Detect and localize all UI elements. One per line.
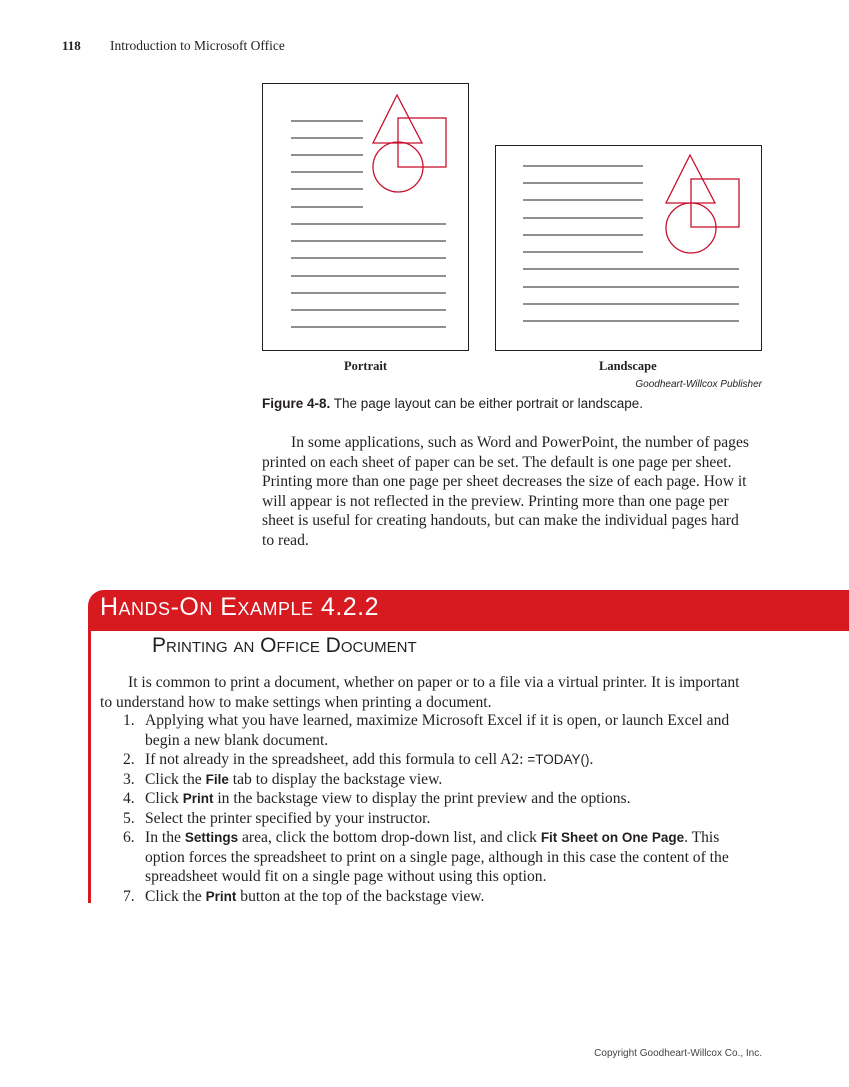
page-number: 118 bbox=[62, 38, 81, 53]
landscape-label: Landscape bbox=[599, 359, 657, 373]
portrait-page-illustration bbox=[263, 84, 469, 351]
list-item bbox=[123, 711, 760, 750]
example-banner-title: Hands-On Example 4.2.2 bbox=[100, 593, 380, 621]
step-number: 6. bbox=[123, 829, 135, 846]
step-text: In the bbox=[145, 829, 185, 846]
step-text: Select the printer specified by your instructor. bbox=[145, 809, 431, 827]
example-left-rule bbox=[88, 631, 91, 903]
step-text: Click bbox=[145, 790, 183, 807]
list-item bbox=[123, 770, 760, 790]
portrait-label: Portrait bbox=[344, 359, 388, 373]
step-text: Click the bbox=[145, 770, 206, 788]
step-text: Applying what you have learned, maximize Microsoft Excel if it is open, or launch Excel and begin a new blank document. bbox=[145, 712, 730, 749]
figure-page-layouts bbox=[0, 0, 849, 380]
step-text: in the backstage view to display the print preview and the options. bbox=[213, 790, 631, 807]
list-item bbox=[123, 750, 760, 770]
figure-caption-text: The page layout can be either portrait or landscape. bbox=[330, 396, 643, 411]
step-text: . This option forces the spreadsheet to print on a single page, although in this case the content of the spreadsheet would fit on a single page without using this option. bbox=[145, 829, 729, 885]
ui-term: File bbox=[205, 771, 229, 787]
ui-term: Print bbox=[205, 888, 237, 904]
ui-term: Print bbox=[182, 791, 214, 806]
ui-term: Settings bbox=[184, 830, 239, 845]
landscape-page-illustration bbox=[496, 146, 762, 351]
step-number: 7. bbox=[123, 887, 135, 905]
step-number: 2. bbox=[123, 751, 135, 768]
formula-text: =TODAY() bbox=[527, 752, 590, 767]
step-text: If not already in the spreadsheet, add this formula to cell A2: bbox=[145, 751, 528, 768]
step-text: area, click the bottom drop-down list, and click bbox=[238, 829, 541, 846]
step-number: 4. bbox=[123, 790, 135, 807]
example-subtitle: Printing an Office Document bbox=[152, 634, 417, 657]
step-text: button at the top of the backstage view. bbox=[236, 887, 485, 905]
list-item bbox=[123, 809, 760, 829]
step-number: 5. bbox=[123, 809, 135, 827]
step-text: Click the bbox=[145, 887, 206, 905]
copyright-footer: Copyright Goodheart-Willcox Co., Inc. bbox=[594, 1048, 762, 1059]
step-number: 3. bbox=[123, 770, 135, 788]
body-paragraph: In some applications, such as Word and PowerPoint, the number of pages printed on each sheet of paper can be set. The default is one page per sheet. Printing more than one page per sheet decreases the size of each page. How it will appear is not reflected in the preview. Printing more than one page per sheet is useful for creating handouts, but can make the individual pages hard to read. bbox=[262, 434, 749, 549]
step-number: 1. bbox=[123, 712, 135, 729]
running-head: Introduction to Microsoft Office bbox=[110, 38, 285, 53]
ui-term: Fit Sheet on One Page bbox=[540, 830, 685, 845]
step-text: . bbox=[589, 751, 594, 768]
steps-list bbox=[123, 711, 760, 906]
figure-credit: Goodheart-Willcox Publisher bbox=[635, 379, 762, 390]
figure-caption bbox=[262, 396, 643, 411]
figure-caption-label: Figure 4-8. bbox=[262, 396, 331, 411]
step-text: tab to display the backstage view. bbox=[228, 770, 443, 788]
list-item bbox=[123, 828, 760, 887]
example-intro: It is common to print a document, whether on paper or to a file via a virtual printer. It is important to understand how to make settings when printing a document. bbox=[100, 674, 740, 711]
list-item bbox=[123, 789, 760, 809]
list-item bbox=[123, 887, 760, 907]
